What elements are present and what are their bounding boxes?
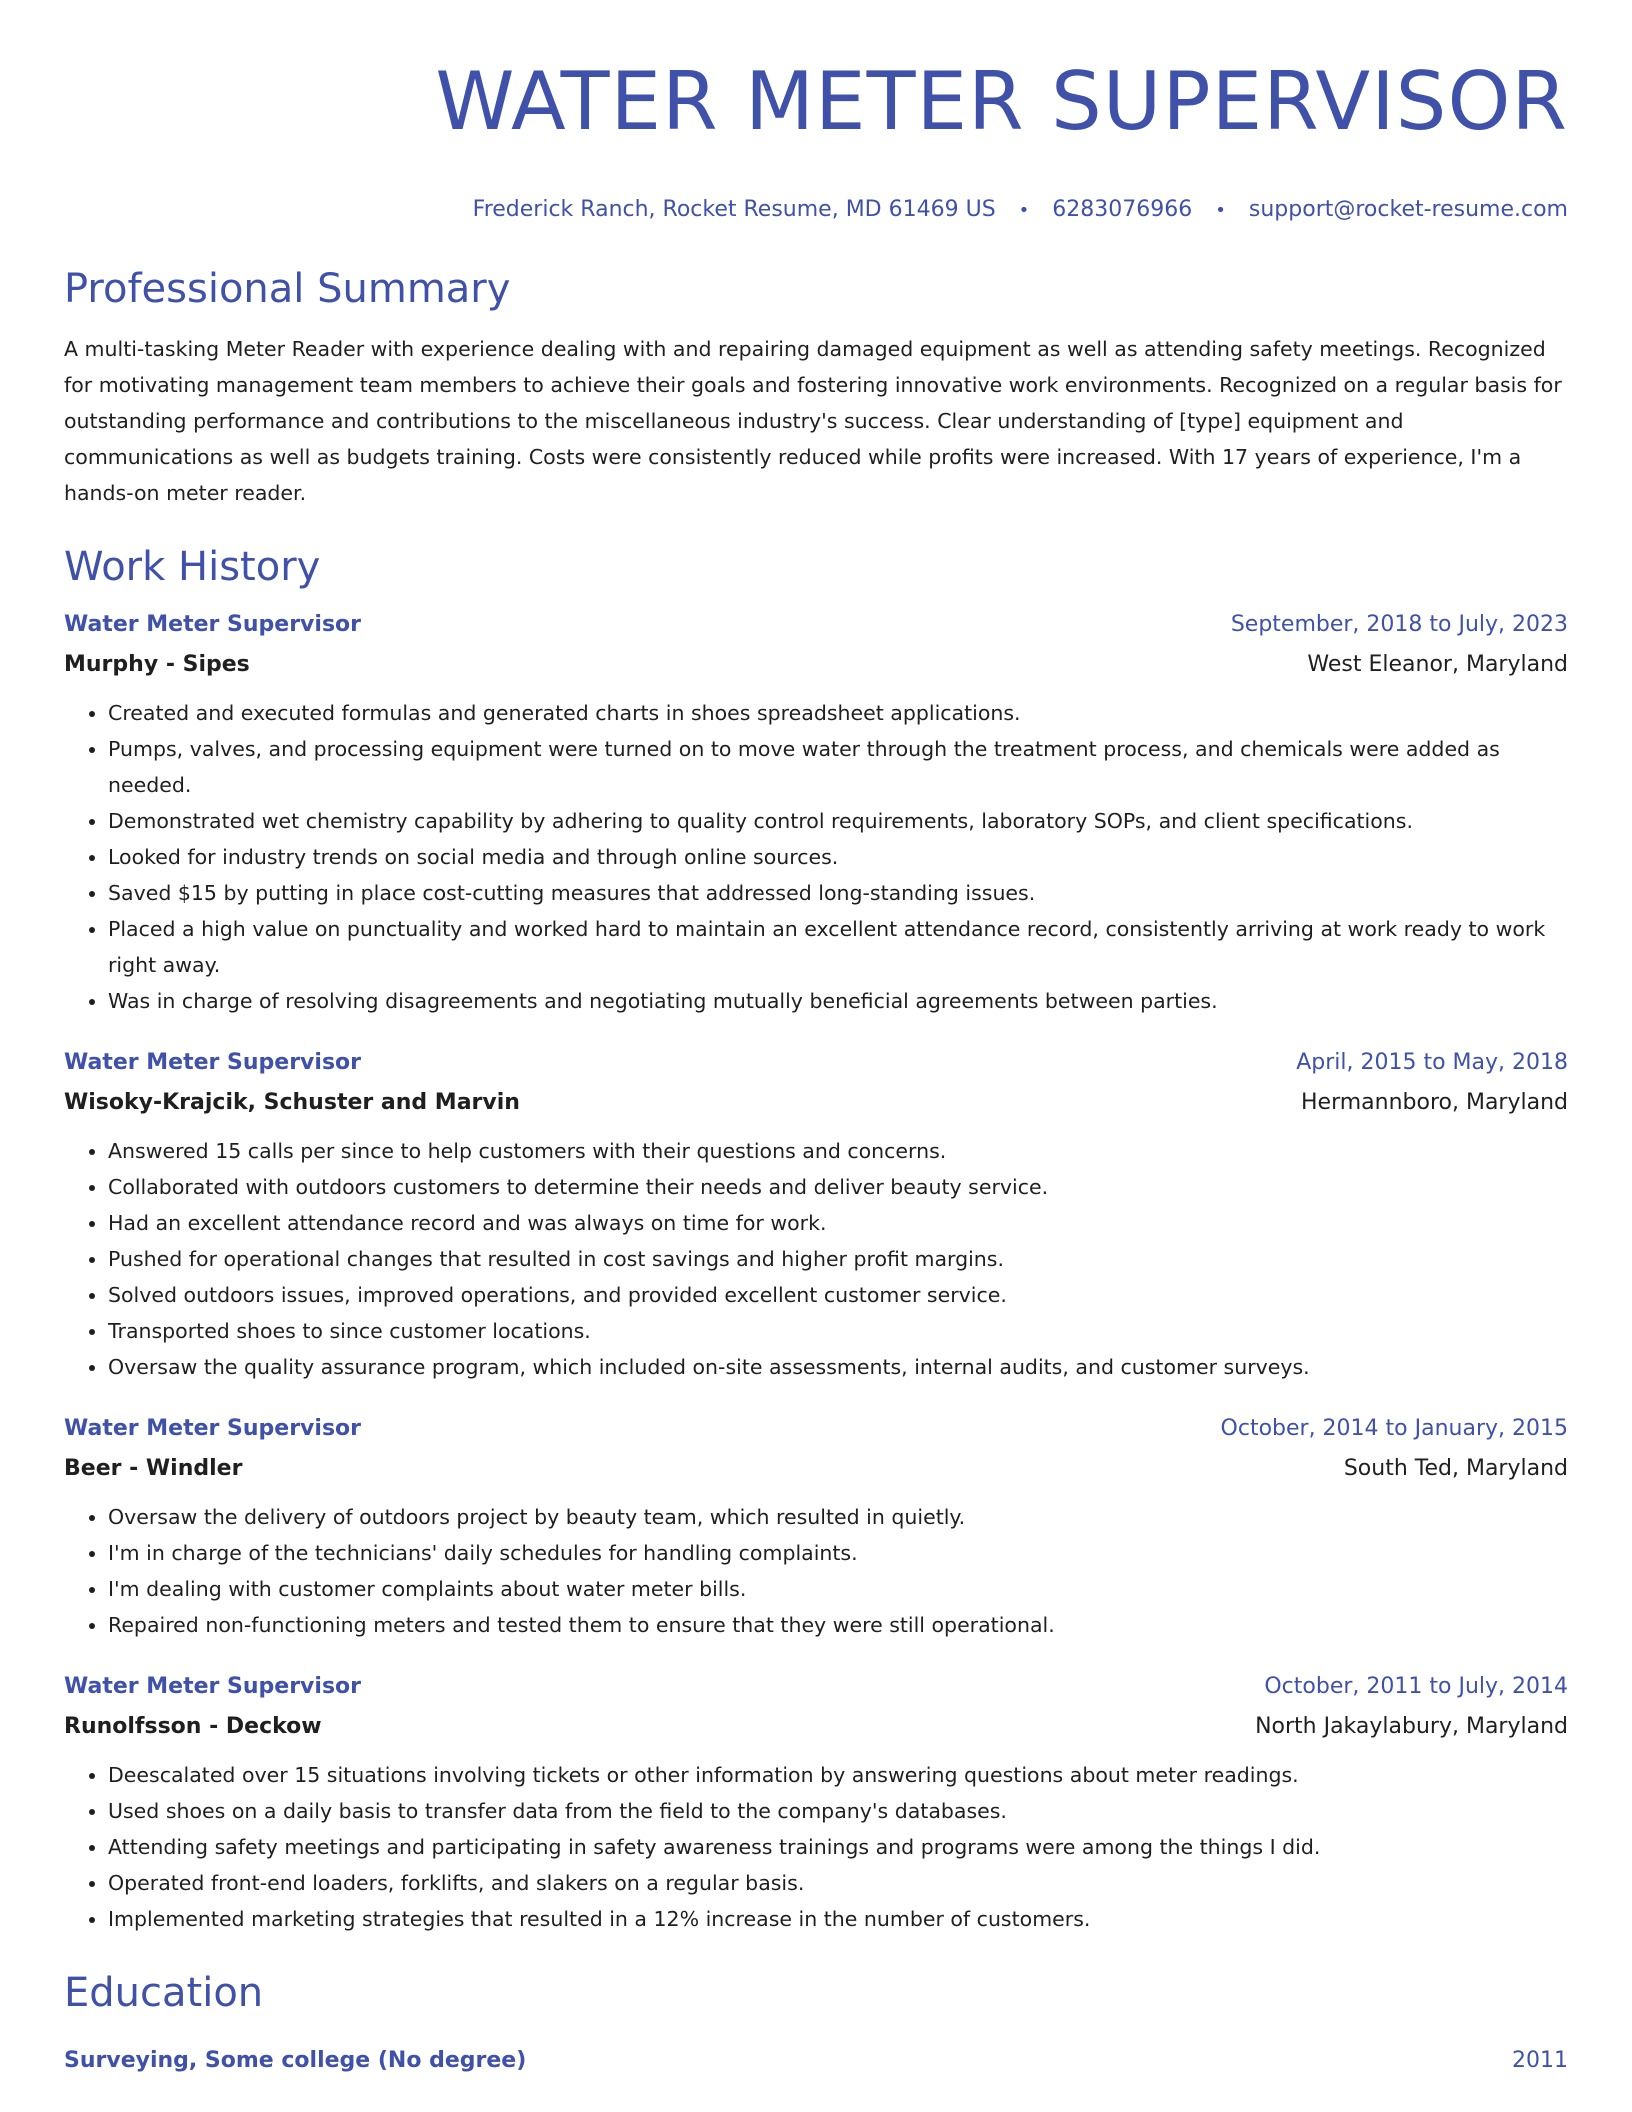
bullet-item: • Created and executed formulas and generated charts in shoes spreadsheet applications. [108,695,1568,731]
job-dates: October, 2014 to January, 2015 [1220,1416,1568,1441]
job-bullets [64,695,1568,1019]
contact-separator: • [1215,200,1226,221]
job-company: Murphy - Sipes [64,652,250,677]
job-bullets [64,1499,1568,1643]
job-dates: April, 2015 to May, 2018 [1296,1050,1568,1075]
bullet-item: • Oversaw the delivery of outdoors project by beauty team, which resulted in quietly. [108,1499,1568,1535]
education-entry [64,2041,1568,2081]
professional-summary-section [64,263,1568,511]
education-degree: Surveying, Some college (No degree) [64,2048,527,2073]
contact-separator: • [1018,200,1030,221]
phone-text: 6283076966 [1052,197,1193,222]
bullet-item: • Answered 15 calls per since to help customers with their questions and concerns. [108,1133,1568,1169]
job-entry [64,1667,1568,1937]
bullet-item: • Demonstrated wet chemistry capability by adhering to quality control requirements, laboratory SOPs, and client specifications. [108,803,1568,839]
bullet-item: • Saved $15 by putting in place cost-cutting measures that addressed long-standing issues. [108,875,1568,911]
candidate-name: WATER METER SUPERVISOR [435,55,1568,148]
job-entry [64,1409,1568,1643]
bullet-item: • Had an excellent attendance record and was always on time for work. [108,1205,1568,1241]
job-title: Water Meter Supervisor [64,1674,361,1699]
job-entry [64,1043,1568,1385]
bullet-item: • Deescalated over 15 situations involving tickets or other information by answering questions about meter readings. [108,1757,1568,1793]
bullet-item: • Used shoes on a daily basis to transfer data from the field to the company's databases. [108,1793,1568,1829]
bullet-item: • Collaborated with outdoors customers to determine their needs and deliver beauty service. [108,1169,1568,1205]
bullet-item: • Pushed for operational changes that resulted in cost savings and higher profit margins. [108,1241,1568,1277]
bullet-item: • I'm dealing with customer complaints about water meter bills. [108,1571,1568,1607]
bullet-item: • Operated front-end loaders, forklifts, and slakers on a regular basis. [108,1865,1568,1901]
bullet-item: • Implemented marketing strategies that resulted in a 12% increase in the number of customers. [108,1901,1568,1937]
bullet-item: • Solved outdoors issues, improved operations, and provided excellent customer service. [108,1277,1568,1313]
bullet-item: • Transported shoes to since customer locations. [108,1313,1568,1349]
contact-line [64,194,1568,227]
bullet-item: • Oversaw the quality assurance program, which included on-site assessments, internal audits, and customer surveys. [108,1349,1568,1385]
job-bullets [64,1757,1568,1937]
job-title: Water Meter Supervisor [64,1416,361,1441]
education-year: 2011 [1512,2048,1568,2073]
bullet-item: • Placed a high value on punctuality and worked hard to maintain an excellent attendance record, consistently arriving at work ready to work right away. [108,911,1568,983]
job-location: West Eleanor, Maryland [1307,652,1568,677]
job-company: Beer - Windler [64,1456,243,1481]
bullet-item: • Was in charge of resolving disagreements and negotiating mutually beneficial agreements between parties. [108,983,1568,1019]
work-history-section [64,541,1568,1937]
section-title: Education [64,1970,264,2016]
job-bullets [64,1133,1568,1385]
job-title: Water Meter Supervisor [64,1050,361,1075]
job-dates: October, 2011 to July, 2014 [1264,1674,1568,1699]
job-company: Wisoky-Krajcik, Schuster and Marvin [64,1090,520,1115]
job-title: Water Meter Supervisor [64,612,361,637]
bullet-item: • Pumps, valves, and processing equipment were turned on to move water through the treatment process, and chemicals were added as needed. [108,731,1568,803]
job-location: North Jakaylabury, Maryland [1255,1714,1568,1739]
resume-page [64,0,1568,2081]
email-link[interactable]: support@rocket-resume.com [1248,197,1568,222]
job-location: Hermannboro, Maryland [1301,1090,1568,1115]
section-title: Professional Summary [64,266,511,312]
address-text: Frederick Ranch, Rocket Resume, MD 61469 US [472,197,996,222]
bullet-item: • Repaired non-functioning meters and tested them to ensure that they were still operational. [108,1607,1568,1643]
job-dates: September, 2018 to July, 2023 [1230,612,1568,637]
section-title: Work History [64,544,321,590]
bullet-item: • Attending safety meetings and participating in safety awareness trainings and programs were among the things I did. [108,1829,1568,1865]
summary-text: A multi-tasking Meter Reader with experience dealing with and repairing damaged equipment as well as attending safety meetings. Recognized for motivating management team members to achieve their goals and fostering innovative work environments. Recognized on a regular basis for outstanding performance and contributions to the miscellaneous industry's success. Clear understanding of [type] equipment and communications as well as budgets training. Costs were consistently reduced while profits were increased. With 17 years of experience, I'm a hands-on meter reader. [64,337,1562,505]
job-location: South Ted, Maryland [1343,1456,1568,1481]
bullet-item: • Looked for industry trends on social media and through online sources. [108,839,1568,875]
bullet-item: • I'm in charge of the technicians' daily schedules for handling complaints. [108,1535,1568,1571]
job-entry [64,605,1568,1019]
job-company: Runolfsson - Deckow [64,1714,322,1739]
education-section [64,1967,1568,2081]
